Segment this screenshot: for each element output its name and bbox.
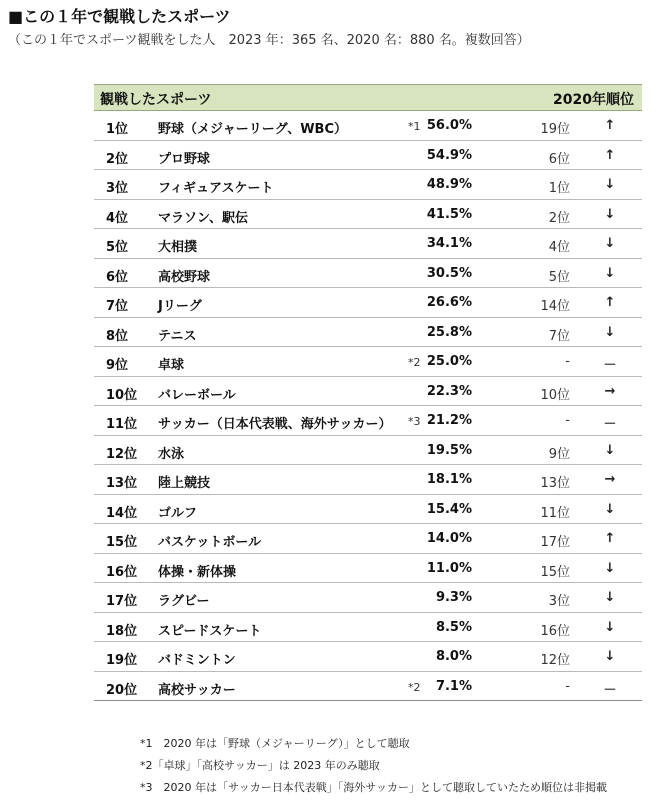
- sport-name-cell: 水泳: [158, 446, 185, 462]
- prev-rank-cell: 1位: [548, 181, 570, 196]
- rank-cell: 7位: [106, 299, 129, 314]
- trend-arrow-icon: ↓: [604, 324, 616, 340]
- prev-rank-cell: 17位: [540, 535, 570, 550]
- table-row: [94, 524, 642, 554]
- rank-cell: 3位: [106, 181, 129, 196]
- percent-cell: 8.5%: [435, 619, 472, 635]
- percent-cell: 19.5%: [426, 442, 472, 458]
- footnote-1: *1 2020 年は「野球（メジャーリーグ）」として聴取: [140, 737, 410, 750]
- prev-rank-cell: 19位: [540, 122, 570, 137]
- sport-name-cell: スピードスケート: [158, 623, 262, 639]
- trend-arrow-icon: －: [603, 417, 617, 432]
- prev-rank-cell: 6位: [548, 151, 570, 167]
- table-row: [94, 259, 642, 289]
- percent-cell: 11.0%: [426, 560, 472, 576]
- table-row: [94, 495, 642, 525]
- sport-name-cell: マラソン、駅伝: [158, 210, 248, 226]
- percent-cell: 25.8%: [426, 324, 472, 340]
- page-title: ■この１年で観戦したスポーツ: [8, 7, 231, 26]
- percent-cell: 21.2%: [426, 413, 472, 428]
- prev-rank-cell: 16位: [540, 623, 570, 639]
- percent-cell: 54.9%: [426, 147, 472, 163]
- table-row: [94, 554, 642, 584]
- prev-rank-cell: -: [565, 354, 570, 369]
- trend-arrow-icon: ↓: [604, 619, 616, 635]
- trend-arrow-icon: ↓: [604, 177, 616, 192]
- sport-name-cell: 体操・新体操: [158, 564, 237, 580]
- table-row: [94, 465, 642, 495]
- prev-rank-cell: -: [565, 413, 570, 428]
- percent-cell: 14.0%: [426, 531, 472, 546]
- sport-name-cell: ゴルフ: [158, 505, 198, 521]
- rank-cell: 10位: [106, 387, 138, 403]
- percent-cell: 56.0%: [426, 118, 472, 133]
- footnote-3: *3 2020 年は「サッカー日本代表戦」「海外サッカー」として聴取していたため順位は非掲載: [140, 781, 608, 794]
- table-row: [94, 200, 642, 230]
- table-row: [94, 111, 642, 141]
- percent-cell: 41.5%: [426, 206, 472, 222]
- table-row: [94, 377, 642, 407]
- trend-arrow-icon: －: [603, 682, 617, 698]
- table-row: [94, 583, 642, 613]
- rank-cell: 19位: [106, 653, 138, 668]
- prev-rank-cell: 4位: [548, 240, 570, 255]
- table-row: [94, 141, 642, 171]
- table-row: [94, 347, 642, 377]
- percent-cell: 9.3%: [435, 590, 472, 605]
- rank-cell: 13位: [106, 476, 138, 491]
- table-header: [94, 84, 642, 111]
- table-row: [94, 288, 642, 318]
- prev-rank-cell: 15位: [540, 564, 570, 580]
- table-row: [94, 672, 642, 702]
- rank-cell: 9位: [106, 358, 129, 373]
- percent-cell: 7.1%: [435, 678, 472, 694]
- rank-cell: 18位: [106, 623, 138, 639]
- sport-name-cell: フィギュアスケート: [158, 181, 274, 196]
- trend-arrow-icon: ↓: [604, 265, 616, 281]
- prev-rank-cell: -: [565, 678, 570, 694]
- trend-arrow-icon: →: [604, 383, 616, 399]
- trend-arrow-icon: →: [604, 472, 616, 487]
- rank-cell: 6位: [106, 269, 129, 285]
- prev-rank-cell: 10位: [540, 387, 570, 403]
- prev-rank-cell: 7位: [548, 328, 570, 344]
- sport-name-cell: 高校野球: [158, 269, 211, 285]
- trend-arrow-icon: ↓: [604, 590, 616, 605]
- table-row: [94, 642, 642, 672]
- sport-name-cell: 野球（メジャーリーグ、WBC）: [158, 122, 348, 137]
- prev-rank-cell: 2位: [548, 210, 570, 226]
- sport-name-cell: バドミントン: [158, 653, 236, 668]
- table-row: [94, 170, 642, 200]
- table-row: [94, 229, 642, 259]
- percent-cell: 26.6%: [426, 295, 472, 310]
- sport-name-cell: 卓球: [158, 358, 185, 373]
- percent-cell: 22.3%: [426, 383, 472, 399]
- sport-name-cell: テニス: [158, 328, 197, 344]
- trend-arrow-icon: ↑: [604, 147, 616, 163]
- prev-rank-cell: 12位: [540, 653, 570, 668]
- rank-cell: 5位: [106, 240, 129, 255]
- header-prev-rank-label: 2020年順位: [553, 92, 634, 108]
- percent-cell: 25.0%: [426, 354, 472, 369]
- table-body: [94, 111, 642, 701]
- rank-cell: 15位: [106, 535, 138, 550]
- percent-cell: 15.4%: [426, 501, 472, 517]
- note-cell: *1: [408, 120, 421, 133]
- trend-arrow-icon: ↑: [604, 295, 616, 310]
- percent-cell: 18.1%: [426, 472, 472, 487]
- trend-arrow-icon: ↓: [604, 236, 616, 251]
- sport-name-cell: 高校サッカー: [158, 682, 236, 698]
- sport-name-cell: プロ野球: [158, 151, 211, 167]
- percent-cell: 48.9%: [426, 177, 472, 192]
- trend-arrow-icon: ↓: [604, 206, 616, 222]
- table-row: [94, 406, 642, 436]
- percent-cell: 34.1%: [426, 236, 472, 251]
- trend-arrow-icon: ↑: [604, 118, 616, 133]
- rank-cell: 14位: [106, 505, 138, 521]
- sport-name-cell: Jリーグ: [158, 299, 202, 314]
- rank-cell: 4位: [106, 210, 129, 226]
- rank-cell: 16位: [106, 564, 138, 580]
- sport-name-cell: 陸上競技: [158, 476, 211, 491]
- trend-arrow-icon: ↑: [604, 531, 616, 546]
- prev-rank-cell: 11位: [540, 505, 570, 521]
- footnotes: [140, 733, 607, 799]
- percent-cell: 8.0%: [435, 649, 472, 664]
- table-row: [94, 613, 642, 643]
- prev-rank-cell: 13位: [540, 476, 570, 491]
- rank-cell: 11位: [106, 417, 138, 432]
- prev-rank-cell: 14位: [540, 299, 570, 314]
- sport-name-cell: ラグビー: [158, 594, 210, 609]
- rank-cell: 20位: [106, 682, 138, 698]
- footnote-2: *2「卓球」「高校サッカー」は 2023 年のみ聴取: [140, 759, 380, 772]
- sport-name-cell: 大相撲: [158, 240, 198, 255]
- note-cell: *2: [408, 356, 421, 369]
- prev-rank-cell: 5位: [548, 269, 570, 285]
- prev-rank-cell: 3位: [548, 594, 570, 609]
- sports-ranking-table: [94, 84, 642, 701]
- rank-cell: 17位: [106, 594, 138, 609]
- percent-cell: 30.5%: [426, 265, 472, 281]
- rank-cell: 8位: [106, 328, 129, 344]
- page-subtitle: （この１年でスポーツ観戦をした人 2023 年：365 名、2020 名：880 名。複数回答）: [8, 33, 530, 48]
- trend-arrow-icon: －: [603, 358, 617, 373]
- trend-arrow-icon: ↓: [604, 560, 616, 576]
- rank-cell: 1位: [106, 122, 129, 137]
- note-cell: *3: [408, 415, 421, 428]
- note-cell: *2: [408, 680, 421, 694]
- sport-name-cell: バレーボール: [158, 387, 236, 403]
- prev-rank-cell: 9位: [548, 446, 570, 462]
- rank-cell: 12位: [106, 446, 138, 462]
- trend-arrow-icon: ↓: [604, 649, 616, 664]
- sport-name-cell: サッカー（日本代表戦、海外サッカー）: [158, 417, 392, 432]
- header-sport-label: 観戦したスポーツ: [100, 92, 212, 108]
- table-row: [94, 436, 642, 466]
- rank-cell: 2位: [106, 151, 129, 167]
- trend-arrow-icon: ↓: [604, 501, 616, 517]
- table-row: [94, 318, 642, 348]
- trend-arrow-icon: ↓: [604, 442, 616, 458]
- sport-name-cell: バスケットボール: [158, 535, 262, 550]
